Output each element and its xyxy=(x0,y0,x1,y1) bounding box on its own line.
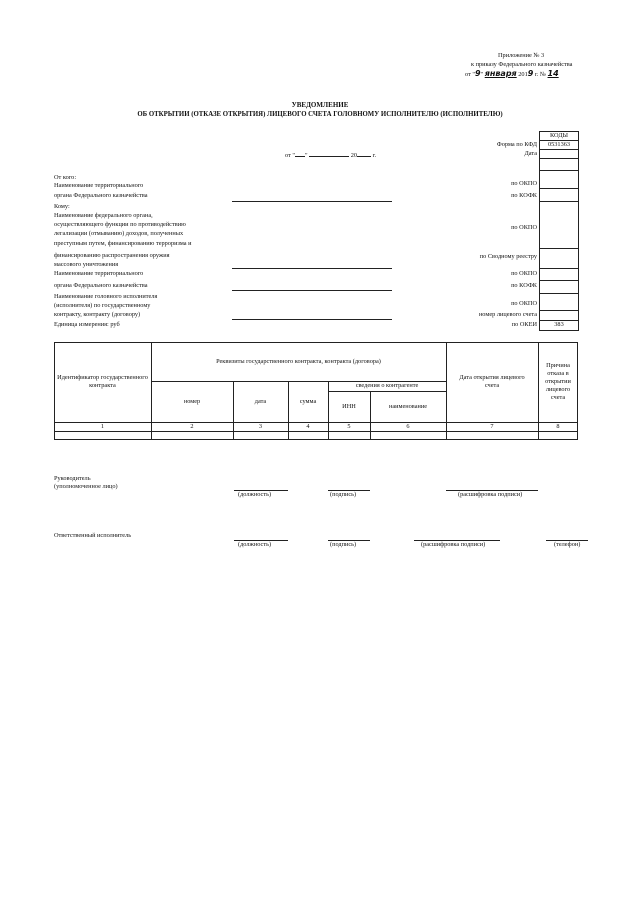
appendix-line-1: Приложение № 3 xyxy=(498,52,545,59)
date-prefix: от " xyxy=(285,152,295,159)
date-year: 20 xyxy=(350,152,357,159)
date-line xyxy=(285,152,376,159)
appendix-from: от " xyxy=(465,71,475,78)
head-exec-label-1: Наименование головного исполнителя xyxy=(54,293,158,300)
col-sum: сумма xyxy=(299,397,317,405)
appendix-year-prefix: 201 xyxy=(518,71,528,78)
date-month-blank xyxy=(309,156,349,157)
okei-label: по ОКЕИ xyxy=(511,321,537,328)
codes-sep xyxy=(539,293,579,294)
date-mid: " xyxy=(304,152,308,159)
col-num-5: 5 xyxy=(347,422,351,430)
head-exec-field-line xyxy=(232,319,392,320)
terr-org-field-line xyxy=(232,201,392,202)
col-num-1: 1 xyxy=(100,422,105,430)
executor-label: Ответственный исполнитель xyxy=(54,532,132,539)
head-label-1: Руководитель xyxy=(54,475,91,482)
col-inn: ИНН xyxy=(342,402,356,410)
codes-sep xyxy=(539,320,579,321)
account-number-label: номер лицевого счета xyxy=(478,311,537,318)
codes-sep xyxy=(539,170,579,171)
head-label-2: (уполномоченное лицо) xyxy=(54,483,118,490)
terr-org2-label-1: Наименование территориального xyxy=(54,270,144,277)
head-exec-label-3: контракту, контракту (договору) xyxy=(54,311,141,318)
kofk-label-1: по КОФК xyxy=(511,192,537,199)
codes-header: КОДЫ xyxy=(549,131,569,139)
codes-sep xyxy=(539,310,579,311)
appendix-year-suffix: г. № xyxy=(533,71,546,78)
date-year-blank xyxy=(357,156,371,157)
codes-sep xyxy=(539,158,579,159)
form-code-label: Форма по КФД xyxy=(496,141,537,148)
kofk-label-2: по КОФК xyxy=(511,282,537,289)
head-position-caption: (должность) xyxy=(238,491,272,498)
col-num-4: 4 xyxy=(306,422,310,430)
exec-phone-caption: (телефон) xyxy=(554,541,581,548)
col-contractor-name: наименование xyxy=(388,402,428,410)
document-subtitle: ОБ ОТКРЫТИИ (ОТКАЗЕ ОТКРЫТИЯ) ЛИЦЕВОГО СЧЕТА ГОЛОВНОМУ ИСПОЛНИТЕЛЮ (ИСПОЛНИТЕЛЮ) xyxy=(137,111,503,118)
appendix-line-3 xyxy=(465,69,559,78)
codes-sep xyxy=(539,149,579,150)
to-label: Кому: xyxy=(54,203,70,210)
codes-sep xyxy=(539,280,579,281)
head-exec-label-2: (исполнителя) по государственному xyxy=(54,302,151,309)
appendix-quote: " xyxy=(480,71,484,78)
appendix-day: 9 xyxy=(474,69,481,78)
codes-box xyxy=(539,131,579,331)
head-decode-caption: (расшифровка подписи) xyxy=(458,491,523,498)
col-num-8: 8 xyxy=(556,422,560,430)
exec-signature-caption: (подпись) xyxy=(330,541,357,548)
codes-sep xyxy=(539,140,579,141)
appendix-year-digit: 9 xyxy=(527,69,534,78)
okpo-label-4: по ОКПО xyxy=(511,300,537,307)
col-date: дата xyxy=(254,397,267,405)
appendix-line-2: к приказу Федерального казначейства xyxy=(471,61,573,68)
date-suffix: г. xyxy=(372,152,377,159)
col-open-date: Дата открытия лицевого счета xyxy=(459,374,525,389)
date-code-label: Дата xyxy=(524,150,537,157)
fed-org-label-2: осуществляющего функции по противодействию xyxy=(54,221,186,228)
terr-org-label-1: Наименование территориального xyxy=(54,182,144,189)
table-hline xyxy=(54,431,578,432)
col-number: номер xyxy=(183,397,201,405)
exec-position-caption: (должность) xyxy=(238,541,272,548)
okei-code-value: 383 xyxy=(554,320,564,328)
okpo-label-3: по ОКПО xyxy=(511,270,537,277)
fed-org-field-line xyxy=(232,268,392,269)
codes-sep xyxy=(539,201,579,202)
okpo-label-1: по ОКПО xyxy=(511,180,537,187)
col-num-3: 3 xyxy=(258,422,263,430)
appendix-number: 14 xyxy=(547,69,559,78)
fed-org-label-1: Наименование федерального органа, xyxy=(54,212,153,219)
form-code-value: 0531363 xyxy=(547,140,571,148)
svod-reestr-label: по Сводному реестру xyxy=(479,253,537,260)
date-day-blank xyxy=(295,156,305,157)
col-num-7: 7 xyxy=(490,422,494,430)
terr-org-label-2: органа Федерального казначейства xyxy=(54,192,148,199)
head-signature-caption: (подпись) xyxy=(330,491,357,498)
fed-org-label-6: массового уничтожения xyxy=(54,261,119,268)
terr-org2-label-2: органа Федерального казначейства xyxy=(54,282,148,289)
col-contractor: сведения о контрагенте xyxy=(355,382,419,389)
unit-label: Единица измерения: руб xyxy=(54,321,120,328)
codes-sep xyxy=(539,268,579,269)
col-contract-details: Реквизиты государственного контракта, контракта (договора) xyxy=(216,357,381,365)
fed-org-label-5: финансированию распространения оружия xyxy=(54,252,170,259)
exec-decode-caption: (расшифровка подписи) xyxy=(421,541,486,548)
col-contract-id: Идентификатор государственного контракта xyxy=(57,374,148,389)
fed-org-label-4: преступным путем, финансированию терроризма и xyxy=(54,240,192,247)
document-title: УВЕДОМЛЕНИЕ xyxy=(291,101,349,109)
fed-org-label-3: легализации (отмыванию) доходов, полученных xyxy=(54,230,184,237)
col-refusal-reason: Причина отказа в открытии лицевого счета xyxy=(545,362,571,401)
appendix-month: января xyxy=(484,69,517,78)
okpo-label-2: по ОКПО xyxy=(511,224,537,231)
col-num-6: 6 xyxy=(406,422,410,430)
codes-sep xyxy=(539,248,579,249)
col-num-2: 2 xyxy=(190,422,194,430)
from-label: От кого: xyxy=(54,174,77,181)
terr-org2-field-line xyxy=(232,290,392,291)
codes-sep xyxy=(539,188,579,189)
